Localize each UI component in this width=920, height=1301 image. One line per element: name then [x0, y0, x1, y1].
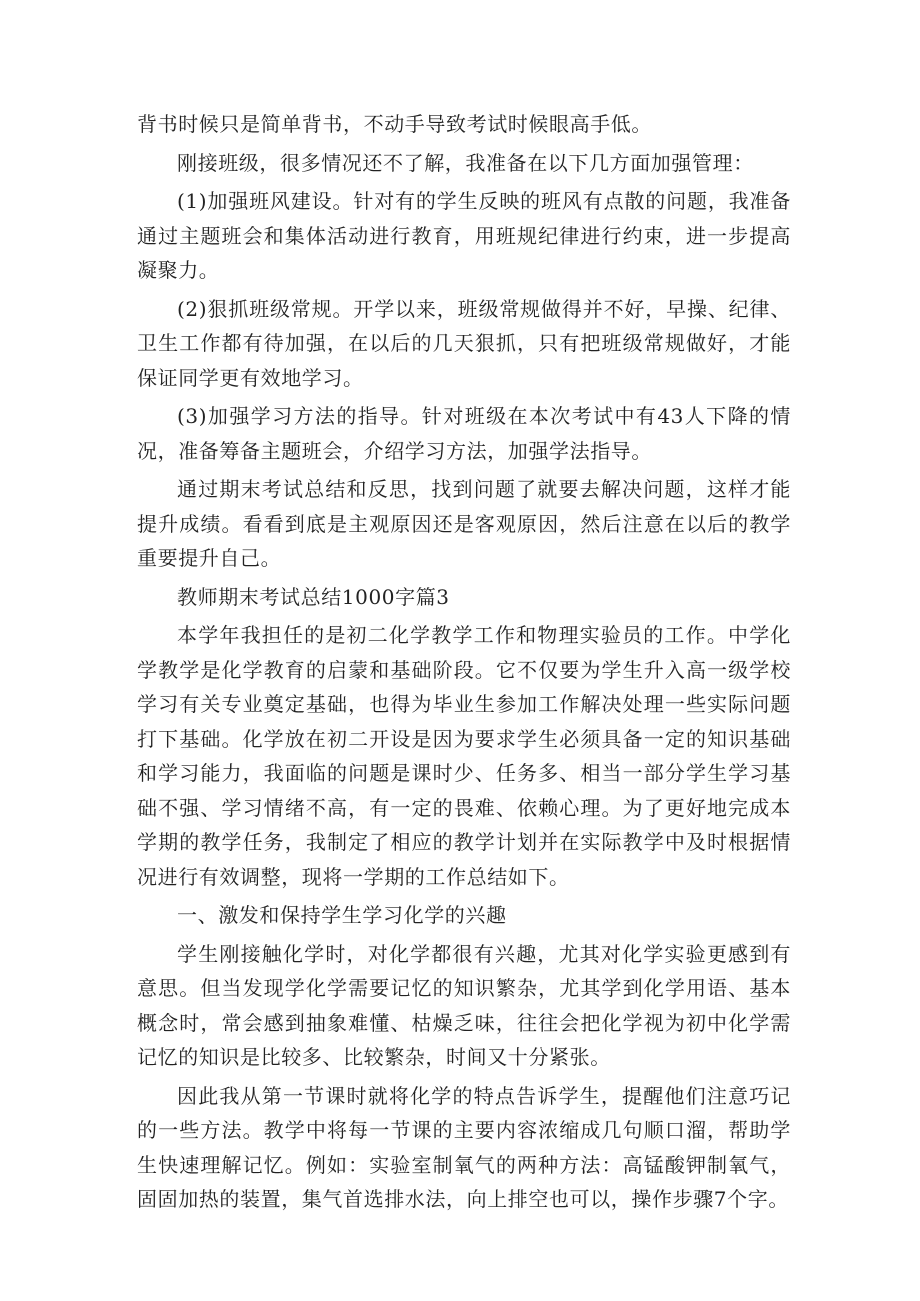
paragraph-interest: 学生刚接触化学时，对化学都很有兴趣，尤其对化学实验更感到有意思。但当发现学化学需要记忆的知识繁杂，尤其学到化学用语、基本概念时，常会感到抽象难懂、枯燥乏味，往往会把化学视为初中化学需记忆的知识是比较多、比较繁杂，时间又十分紧张。	[137, 941, 791, 1069]
paragraph-overview: 本学年我担任的是初二化学教学工作和物理实验员的工作。中学化学教学是化学教育的启蒙和基础阶段。它不仅要为学生升入高一级学校学习有关专业奠定基础，也得为毕业生参加工作解决处理一些实际问题打下基础。化学放在初二开设是因为要求学生必须具备一定的知识基础和学习能力，我面临的问题是课时少、任务多、相当一部分学生学习基础不强、学习情绪不高，有一定的畏难、依赖心理。为了更好地完成本学期的教学任务，我制定了相应的教学计划并在实际教学中及时根据情况进行有效调整，现将一学期的工作总结如下。	[137, 623, 791, 889]
paragraph-continuation: 背书时候只是简单背书，不动手导致考试时候眼高手低。	[137, 112, 652, 136]
document-body	[137, 107, 791, 1221]
paragraph-item-1: (1)加强班风建设。针对有的学生反映的班风有点散的问题，我准备通过主题班会和集体活动进行教育，用班规纪律进行约束，进一步提高凝聚力。	[137, 189, 791, 282]
paragraph-item-2: (2)狠抓班级常规。开学以来，班级常规做得并不好，早操、纪律、卫生工作都有待加强，在以后的几天狠抓，只有把班级常规做好，才能保证同学更有效地学习。	[137, 296, 791, 390]
subsection-heading: 一、激发和保持学生学习化学的兴趣	[177, 903, 507, 927]
paragraph-item-3: (3)加强学习方法的指导。针对班级在本次考试中有43人下降的情况，准备筹备主题班会，介绍学习方法，加强学法指导。	[137, 404, 791, 463]
paragraph-methods: 因此我从第一节课时就将化学的特点告诉学生，提醒他们注意巧记的一些方法。教学中将每一节课的主要内容浓缩成几句顺口溜，帮助学生快速理解记忆。例如：实验室制氧气的两种方法：高锰酸钾制氧气，固固加热的装置，集气首选排水法，向上排空也可以，操作步骤7个字。	[137, 1083, 791, 1211]
paragraph-intro-management: 刚接班级，很多情况还不了解，我准备在以下几方面加强管理：	[177, 150, 754, 175]
section-title: 教师期末考试总结1000字篇3	[177, 584, 450, 609]
paragraph-reflection: 通过期末考试总结和反思，找到问题了就要去解决问题，这样才能提升成绩。看看到底是主观原因还是客观原因，然后注意在以后的教学重要提升自己。	[137, 477, 791, 570]
